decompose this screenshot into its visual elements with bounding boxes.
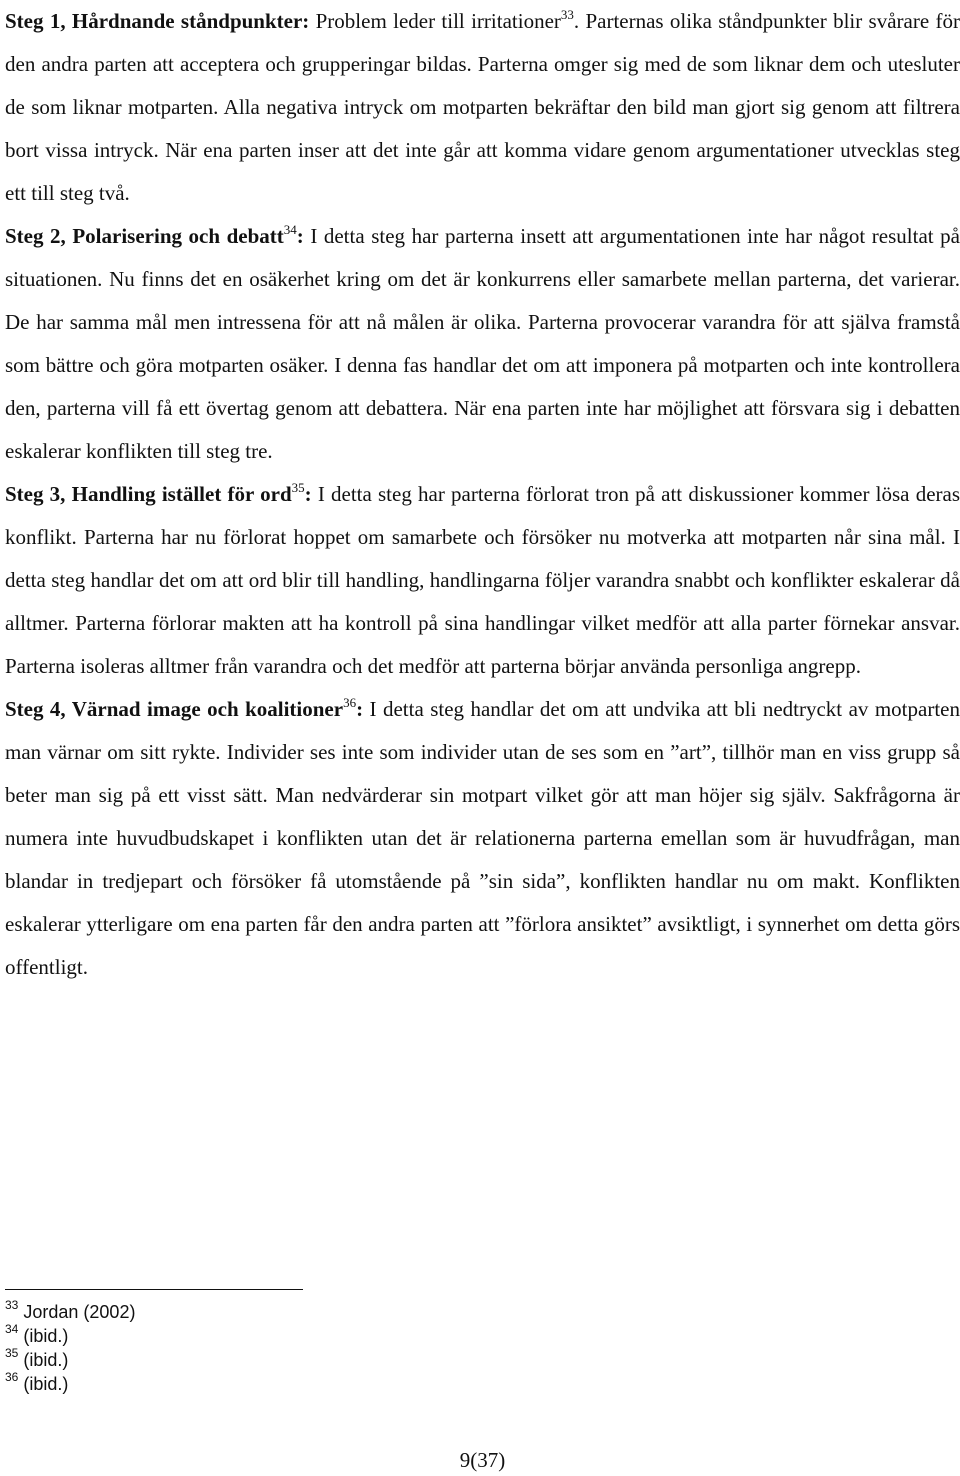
- step-3-heading-colon: :: [304, 482, 312, 506]
- footnote-35: [5, 1348, 135, 1372]
- step-2-heading: Steg 2, Polarisering och debatt: [5, 224, 284, 248]
- footnotes: [5, 1300, 135, 1396]
- paragraph-step-3: [5, 473, 960, 688]
- step-4-heading-colon: :: [356, 697, 364, 721]
- paragraph-step-1: [5, 0, 960, 215]
- footnote-text: (ibid.): [23, 1374, 69, 1394]
- step-1-lead-text: Problem leder till irritationer: [309, 9, 561, 33]
- footnote-text: (ibid.): [23, 1350, 69, 1370]
- footnote-number: 35: [5, 1346, 19, 1360]
- footnote-number: 33: [5, 1298, 19, 1312]
- step-1-heading: Steg 1, Hårdnande ståndpunkter:: [5, 9, 310, 33]
- step-2-heading-colon: :: [296, 224, 304, 248]
- footnote-36: [5, 1372, 135, 1396]
- footnote-number: 36: [5, 1370, 19, 1384]
- step-3-text: I detta steg har parterna förlorat tron på att diskussioner kommer lösa deras konflikt. Parterna har nu förlorat hoppet om samarbete och försöker nu motverka att motparten når sina mål. I detta steg handlar det om att ord blir till handling, handlingarna följer varandra snabbt och konflikter eskalerar då alltmer. Parterna förlorar makten att ha kontroll på sina handlingar vilket medför att alla parter förnekar ansvar. Parterna isoleras alltmer från varandra och det medför att parterna börjar använda personliga angrepp.: [5, 482, 960, 678]
- step-3-heading: Steg 3, Handling istället för ord: [5, 482, 292, 506]
- footnote-ref-33: 33: [560, 7, 574, 22]
- footnote-separator: [5, 1289, 303, 1290]
- body-text: [5, 0, 960, 989]
- footnote-text: Jordan (2002): [23, 1302, 136, 1322]
- footnote-text: (ibid.): [23, 1326, 69, 1346]
- document-page: [5, 0, 960, 1476]
- paragraph-step-2: [5, 215, 960, 473]
- step-4-text: I detta steg handlar det om att undvika att bli nedtryckt av motparten man värnar om sitt rykte. Individer ses inte som individer utan de ses som en ”art”, tillhör man en viss grupp så beter man sig på ett visst sätt. Man nedvärderar sin motpart vilket gör att man höjer sig själv. Sakfrågorna är numera inte huvudbudskapet i konflikten utan det är relationerna parterna emellan som är huvudfrågan, man blandar in tredjepart och försöker få utomstående på ”sin sida”, konflikten handlar nu om makt. Konflikten eskalerar ytterligare om ena parten får den andra parten att ”förlora ansiktet” avsiktligt, i synnerhet om detta görs offentligt.: [5, 697, 960, 979]
- footnote-ref-36: 36: [343, 695, 357, 710]
- paragraph-step-4: [5, 688, 960, 989]
- footnote-33: [5, 1300, 135, 1324]
- page-number: 9(37): [459, 1448, 506, 1472]
- step-4-heading: Steg 4, Värnad image och koalitioner: [5, 697, 344, 721]
- step-2-text: I detta steg har parterna insett att argumentationen inte har något resultat på situationen. Nu finns det en osäkerhet kring om det är konkurrens eller samarbete mellan parterna, det varierar. De har samma mål men intressena för att nå målen är olika. Parterna provocerar varandra för att själva framstå som bättre och göra motparten osäker. I denna fas handlar det om att imponera på motparten och inte kontrollera den, parterna vill få ett övertag genom att debattera. När ena parten inte har möjlighet att försvara sig i debatten eskalerar konflikten till steg tre.: [5, 224, 960, 463]
- footnote-ref-34: 34: [283, 222, 297, 237]
- footnote-number: 34: [5, 1322, 19, 1336]
- step-1-text: . Parternas olika ståndpunkter blir svårare för den andra parten att acceptera och grupperingar bildas. Parterna omger sig med de som liknar dem och utesluter de som liknar motparten. Alla negativa intryck om motparten bekräftar den bild man gjort sig genom att filtrera bort vissa intryck. När ena parten inser att det inte går att komma vidare genom argumentationer utvecklas steg ett till steg två.: [5, 9, 960, 205]
- footnote-ref-35: 35: [291, 480, 305, 495]
- footnote-34: [5, 1324, 135, 1348]
